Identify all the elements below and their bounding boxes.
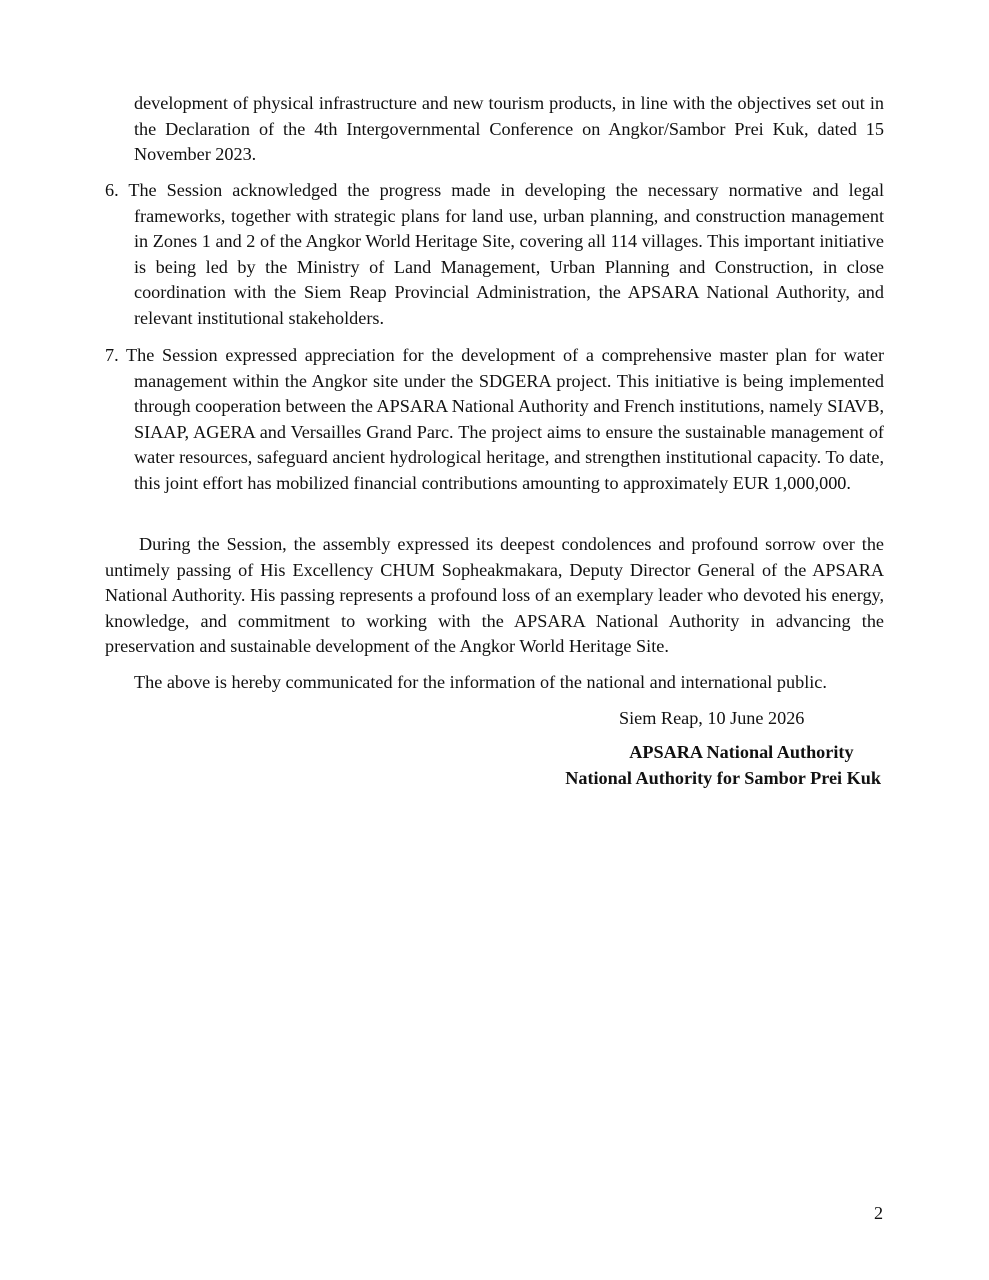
item-text: The Session expressed appreciation for the development of a comprehensive master plan for water management within the Angkor site under the SDGERA project. This initiative is being implemented through cooperation between the APSARA National Authority and French institutions, namely SIAVB, SIAAP, AGERA and Versailles Grand Parc. The project aims to ensure the sustainable management of water resources, safeguard ancient hydrological heritage, and strengthen institutional capacity. To date, this joint effort has mobilized financial contributions amounting to approximately EUR 1,000,000. — [126, 345, 884, 493]
signature-block — [565, 740, 881, 791]
numbered-item-6 — [105, 178, 884, 332]
condolence-paragraph: During the Session, the assembly expressed its deepest condolences and profound sorrow over the untimely passing of His Excellency CHUM Sopheakmakara, Deputy Director General of the APSARA National Authority. His passing represents a profound loss of an exemplary leader who devoted his energy, knowledge, and commitment to working with the APSARA National Authority in advancing the preservation and sustainable development of the Angkor World Heritage Site. — [105, 534, 884, 657]
signatory-apsara: APSARA National Authority — [629, 742, 854, 762]
closing-paragraph: The above is hereby communicated for the information of the national and international public. — [134, 672, 827, 692]
page-number: 2 — [874, 1203, 884, 1223]
continuation-paragraph: development of physical infrastructure and new tourism products, in line with the objectives set out in the Declaration of the 4th Intergovernmental Conference on Angkor/Sambor Prei Kuk, dated 15 November 2023. — [134, 93, 884, 165]
place-and-date: Siem Reap, 10 June 2026 — [619, 708, 805, 728]
item-number: 6. — [105, 180, 119, 200]
signatory-sambor-prei-kuk: National Authority for Sambor Prei Kuk — [565, 767, 881, 788]
item-number: 7. — [105, 345, 119, 365]
numbered-item-7 — [105, 343, 884, 497]
item-text: The Session acknowledged the progress made in developing the necessary normative and legal frameworks, together with strategic plans for land use, urban planning, and construction management in Zones 1 and 2 of the Angkor World Heritage Site, covering all 114 villages. This important initiative is being led by the Ministry of Land Management, Urban Planning and Construction, in close coordination with the Siem Reap Provincial Administration, the APSARA National Authority, and relevant institutional stakeholders. — [128, 180, 884, 328]
